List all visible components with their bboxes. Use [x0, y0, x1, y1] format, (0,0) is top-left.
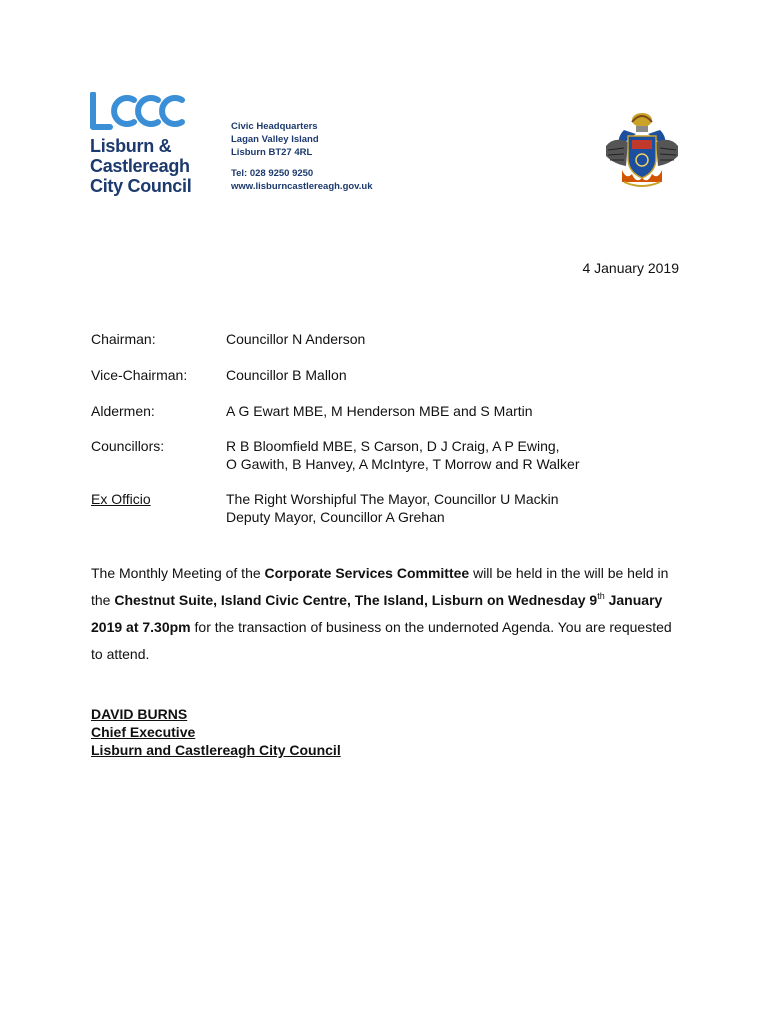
meeting-venue: Chestnut Suite, Island Civic Centre, The Island, Lisburn on Wednesday 9 — [114, 592, 598, 608]
signatory-organisation: Lisburn and Castlereagh City Council — [91, 742, 341, 758]
address-line-2: Lagan Valley Island — [231, 134, 319, 145]
member-label: Councillors: — [91, 438, 165, 454]
member-label: Ex Officio — [91, 491, 151, 507]
council-logo — [90, 92, 202, 196]
meeting-notice — [91, 560, 681, 668]
signature-block — [91, 705, 341, 759]
website-link[interactable]: www.lisburncastlereagh.gov.uk — [231, 181, 373, 192]
committee-name: Corporate Services Committee — [264, 565, 470, 581]
signatory-name: DAVID BURNS — [91, 706, 188, 722]
lccc-logo-mark — [90, 92, 194, 132]
member-value: Deputy Mayor, Councillor A Grehan — [226, 509, 445, 525]
member-label: Chairman: — [91, 331, 156, 347]
member-value: Councillor N Anderson — [226, 331, 366, 347]
council-name — [90, 136, 202, 196]
council-name-line-3: City Council — [90, 176, 192, 196]
contact-details — [231, 120, 372, 193]
member-value: Councillor B Mallon — [226, 367, 347, 383]
notice-text-3: for the transaction of business on the undernoted Agenda. You are requested to attend. — [91, 619, 672, 662]
notice-text-2: will be held in the will be held in the — [91, 565, 669, 608]
member-value: O Gawith, B Hanvey, A McIntyre, T Morrow and R Walker — [226, 456, 580, 472]
letter-date: 4 January 2019 — [582, 260, 679, 276]
address-line-3: Lisburn BT27 4RL — [231, 147, 313, 158]
member-value: R B Bloomfield MBE, S Carson, D J Craig, A P Ewing, — [226, 438, 560, 454]
member-value: The Right Worshipful The Mayor, Councillor U Mackin — [226, 491, 559, 507]
coat-of-arms-icon — [602, 108, 682, 192]
date-suffix: th — [597, 591, 605, 601]
address-line-1: Civic Headquarters — [231, 121, 318, 132]
council-name-line-2: Castlereagh — [90, 156, 190, 176]
telephone: Tel: 028 9250 9250 — [231, 168, 314, 179]
member-label: Aldermen: — [91, 403, 155, 419]
member-value: A G Ewart MBE, M Henderson MBE and S Martin — [226, 403, 533, 419]
meeting-datetime: January 2019 at 7.30pm — [91, 592, 663, 635]
signatory-title: Chief Executive — [91, 724, 196, 740]
notice-text-1: The Monthly Meeting of the — [91, 565, 265, 581]
member-label: Vice-Chairman: — [91, 367, 188, 383]
council-name-line-1: Lisburn & — [90, 136, 172, 156]
